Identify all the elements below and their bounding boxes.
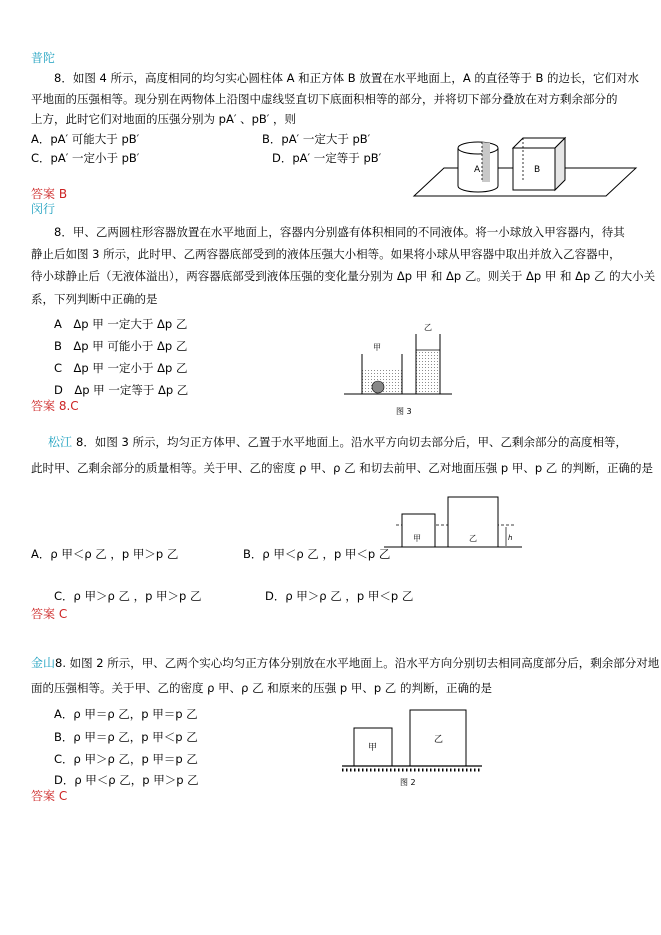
fig-label-yi: 乙 [424, 323, 432, 332]
fig-caption: 图 2 [400, 778, 416, 787]
q2-answer: 答案 8.C [31, 399, 79, 413]
q1-figure-cylinder-cube [410, 120, 640, 200]
cylinder-a-cut [482, 142, 490, 182]
q2-figure-containers [340, 318, 460, 418]
q1-option-b: B．pA′ 一定大于 pB′ [262, 132, 371, 146]
fig-caption: 图 3 [396, 407, 412, 416]
fig-label-jia: 甲 [373, 343, 381, 352]
q1-option-d: D．pA′ 一定等于 pB′ [272, 151, 382, 165]
q4-option-c: C．ρ 甲＞ρ 乙，p 甲＝p 乙 [54, 752, 198, 766]
q3-option-b: B．ρ 甲＜ρ 乙 ，p 甲＜p 乙 [243, 547, 391, 561]
q4-answer: 答案 C [31, 789, 68, 803]
q3-answer: 答案 C [31, 607, 68, 621]
district-label-putuo: 普陀 [31, 51, 56, 65]
fig-label-yi: 乙 [469, 534, 477, 543]
fig-label-jia: 甲 [368, 743, 378, 753]
q4-option-a: A．ρ 甲＝ρ 乙，p 甲＝p 乙 [54, 707, 198, 721]
q2-stem-line1: 8．甲、乙两圆柱形容器放置在水平地面上，容器内分别盛有体积相同的不同液体。将一小球放入甲容器内，待其 [54, 225, 625, 239]
district-label-minhang: 闵行 [31, 202, 56, 216]
q1-option-a: A．pA′ 可能大于 pB′ [31, 132, 140, 146]
q1-option-c: C．pA′ 一定小于 pB′ [31, 151, 140, 165]
fig-label-b: B [534, 165, 541, 175]
q2-stem-line2: 静止后如图 3 所示，此时甲、乙两容器底部受到的液体压强大小相等。如果将小球从甲容器中取出并放入乙容器中， [31, 247, 621, 261]
q3-option-c: C．ρ 甲＞ρ 乙 ，p 甲＞p 乙 [54, 589, 202, 603]
fig-label-yi: 乙 [434, 735, 444, 745]
q2-option-b: B Δp 甲 可能小于 Δp 乙 [54, 339, 188, 353]
ball [372, 381, 384, 393]
q3-figure-cubes [384, 492, 534, 552]
q2-option-d: D Δp 甲 一定等于 Δp 乙 [54, 383, 189, 397]
q1-stem-line2: 平地面的压强相等。现分别在两物体上沿图中虚线竖直切下底面积相等的部分，并将切下部分叠放在对方剩余部分的 [31, 92, 618, 106]
q4-stem-line1: 8. 如图 2 所示，甲、乙两个实心均匀正方体分别放在水平地面上。沿水平方向分别切去相同高度部分后，剩余部分对地 [55, 656, 660, 670]
district-label-jinshan: 金山 [31, 656, 56, 670]
q2-option-a: A Δp 甲 一定大于 Δp 乙 [54, 317, 188, 331]
q2-stem-line3: 待小球静止后（无液体溢出），两容器底部受到液体压强的变化量分别为 Δp 甲 和 Δp 乙。则关于 Δp 甲 和 Δp 乙 的大小关 [31, 269, 656, 283]
district-label-songjiang: 松江 [48, 435, 73, 449]
q4-stem-line2: 面的压强相等。关于甲、乙的密度 ρ 甲、ρ 乙 和原来的压强 p 甲、p 乙 的判断，正确的是 [31, 681, 492, 695]
q4-option-d: D．ρ 甲＜ρ 乙，p 甲＞p 乙 [54, 773, 199, 787]
q3-stem-line1: 8．如图 3 所示，均匀正方体甲、乙置于水平地面上。沿水平方向切去部分后，甲、乙剩余部分的高度相等， [76, 435, 627, 449]
q4-option-b: B．ρ 甲＝ρ 乙，p 甲＜p 乙 [54, 730, 198, 744]
fig-label-a: A [474, 165, 481, 175]
cube-b-side [555, 138, 565, 190]
q3-option-a: A．ρ 甲＜ρ 乙 ，p 甲＞p 乙 [31, 547, 179, 561]
q4-figure-cubes [340, 706, 500, 790]
fig-label-jia: 甲 [413, 534, 421, 543]
fig-label-h: h [508, 534, 513, 542]
q3-stem-line2: 此时甲、乙剩余部分的质量相等。关于甲、乙的密度 ρ 甲、ρ 乙 和切去前甲、乙对地面压强 p 甲、p 乙 的判断，正确的是 [31, 461, 653, 475]
q2-stem-line4: 系，下列判断中正确的是 [31, 292, 158, 306]
q2-option-c: C Δp 甲 一定小于 Δp 乙 [54, 361, 188, 375]
q1-answer: 答案 B [31, 187, 68, 201]
q1-stem-line3: 上方，此时它们对地面的压强分别为 pA′ 、pB′ ，则 [31, 112, 297, 126]
q1-stem-line1: 8．如图 4 所示，高度相同的均匀实心圆柱体 A 和正方体 B 放置在水平地面上，A 的直径等于 B 的边长，它们对水 [54, 71, 640, 85]
q3-option-d: D．ρ 甲＞ρ 乙 ，p 甲＜p 乙 [265, 589, 414, 603]
cylinder-a-top [458, 142, 498, 154]
